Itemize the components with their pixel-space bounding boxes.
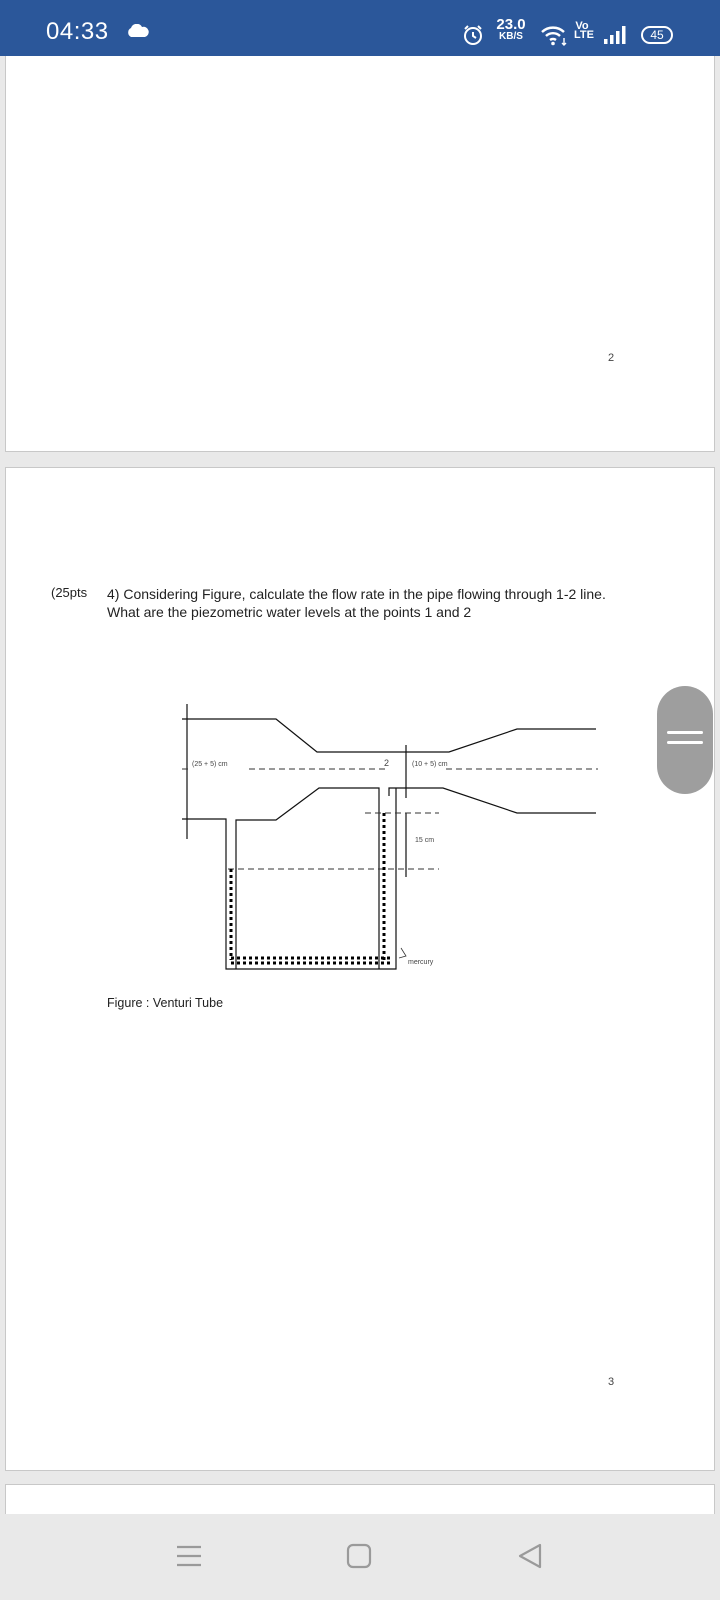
pipe-bottom-wall-left-leg <box>182 788 396 969</box>
pipe-bottom-wall-right <box>389 788 596 813</box>
scroll-handle-grip <box>667 741 703 744</box>
mercury-label: mercury <box>408 959 434 966</box>
points-label: (25pts <box>51 585 88 600</box>
height-label: 15 cm <box>415 837 435 844</box>
status-bar <box>0 0 720 56</box>
document-page-3 <box>5 467 715 1471</box>
signal-icon <box>602 24 628 46</box>
page-number: 2 <box>608 352 615 364</box>
diameter-1-label: (25 + 5) cm <box>192 761 228 768</box>
point-2-label: 2 <box>384 758 390 768</box>
home-icon[interactable] <box>345 1542 373 1570</box>
network-speed-unit: KB/S <box>499 31 523 42</box>
alarm-icon <box>462 24 484 46</box>
navigation-bar <box>0 1514 720 1600</box>
scroll-handle[interactable] <box>657 686 713 794</box>
document-page-4 <box>5 1484 715 1514</box>
scroll-handle-grip <box>667 731 703 734</box>
venturi-tube-figure <box>6 468 706 1028</box>
network-speed <box>493 16 529 42</box>
page-number: 3 <box>608 1376 615 1388</box>
wifi-icon <box>540 24 568 46</box>
question-text: 4) Considering Figure, calculate the flow rate in the pipe flowing through 1-2 line. What are the piezometric water levels at the points 1 and 2 <box>107 586 606 620</box>
manometer-inner-path <box>236 788 379 969</box>
cloud-icon <box>126 24 150 38</box>
back-icon[interactable] <box>516 1542 544 1570</box>
volte-icon: Vo LTE <box>574 20 594 41</box>
status-time: 04:33 <box>46 18 109 45</box>
mercury-pointer <box>399 948 406 958</box>
network-speed-value: 23.0 <box>496 16 526 33</box>
pipe-top-wall <box>182 719 596 752</box>
document-page-2 <box>5 56 715 452</box>
figure-caption: Figure : Venturi Tube <box>107 996 224 1010</box>
menu-icon[interactable] <box>175 1542 203 1570</box>
battery-icon: 45 <box>641 26 673 44</box>
diameter-2-label: (10 + 5) cm <box>412 761 448 768</box>
